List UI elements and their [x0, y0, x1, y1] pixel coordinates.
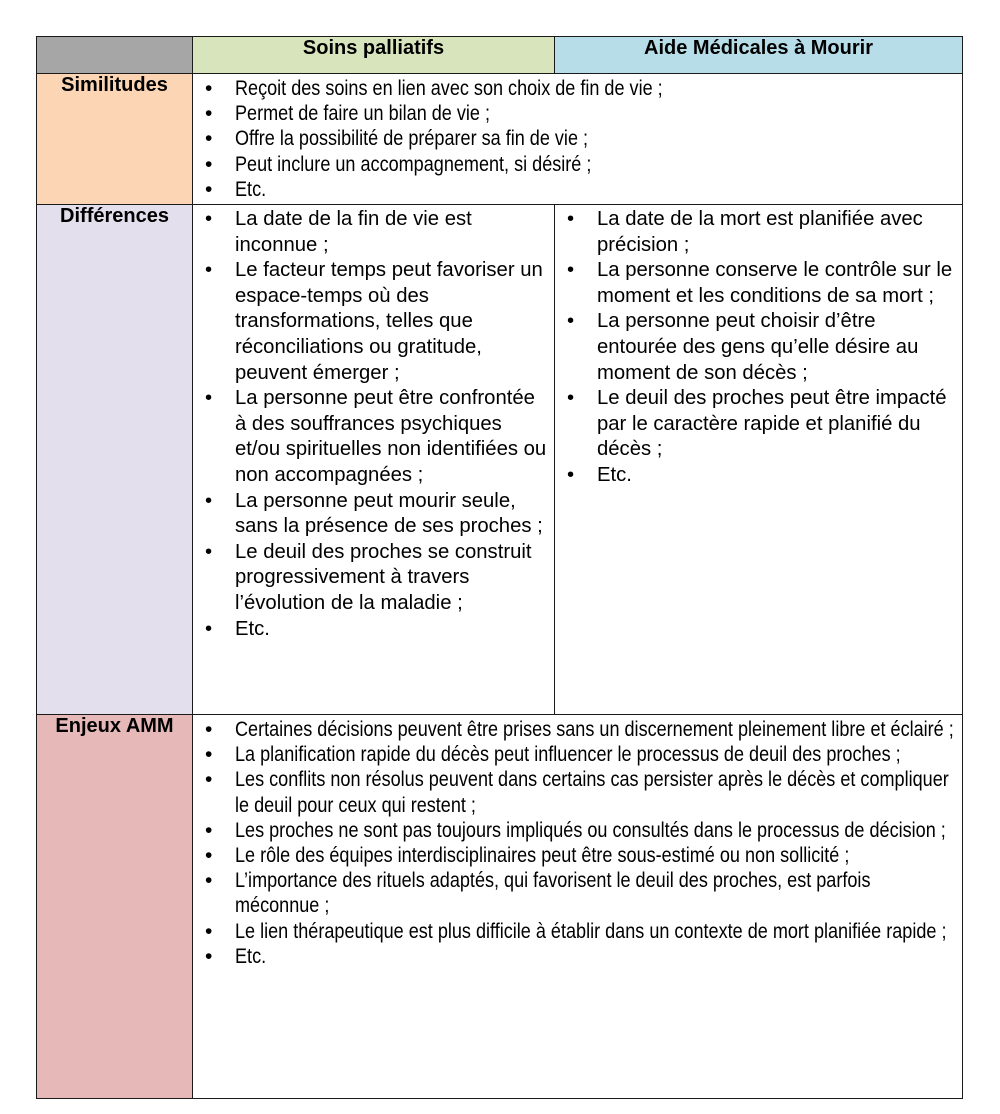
differences-soins-palliatifs-cell	[193, 205, 555, 715]
list-item: • Les proches ne sont pas toujours impliqués ou consultés dans le processus de décision ;	[201, 818, 958, 843]
differences-row	[37, 205, 963, 715]
comparison-table	[36, 36, 963, 1099]
similitudes-list	[193, 74, 962, 204]
differences-label: Différences	[37, 205, 193, 715]
list-item: • Le facteur temps peut favoriser un espace-temps où des transformations, telles que réconciliations ou gratitude, peuvent émerger ;	[201, 258, 550, 386]
similitudes-row	[37, 74, 963, 205]
list-item: • Les conflits non résolus peuvent dans certains cas persister après le décès et compliquer le deuil pour ceux qui restent ;	[201, 767, 958, 817]
enjeux-cell	[193, 715, 963, 1099]
list-item: • Etc.	[563, 463, 958, 489]
list-item: • La personne peut mourir seule, sans la présence de ses proches ;	[201, 489, 550, 540]
list-item: • Etc.	[201, 617, 550, 643]
list-item: • Permet de faire un bilan de vie ;	[201, 101, 958, 126]
list-item: • La personne peut être confrontée à des souffrances psychiques et/ou spirituelles non identifiées ou non accompagnées ;	[201, 386, 550, 488]
list-item: • Reçoit des soins en lien avec son choix de fin de vie ;	[201, 76, 958, 101]
corner-cell	[37, 37, 193, 74]
list-item: • Le deuil des proches se construit progressivement à travers l’évolution de la maladie ;	[201, 540, 550, 617]
enjeux-list	[193, 715, 962, 971]
list-item: • La date de la mort est planifiée avec précision ;	[563, 207, 958, 258]
list-item: • Certaines décisions peuvent être prises sans un discernement pleinement libre et éclairé ;	[201, 717, 958, 742]
list-item: • La personne conserve le contrôle sur le moment et les conditions de sa mort ;	[563, 258, 958, 309]
header-soins-palliatifs: Soins palliatifs	[193, 37, 555, 74]
list-item: • Offre la possibilité de préparer sa fin de vie ;	[201, 126, 958, 151]
enjeux-label: Enjeux AMM	[37, 715, 193, 1099]
differences-amm-cell	[555, 205, 963, 715]
list-item: • La planification rapide du décès peut influencer le processus de deuil des proches ;	[201, 742, 958, 767]
enjeux-row	[37, 715, 963, 1099]
similitudes-label: Similitudes	[37, 74, 193, 205]
differences-soins-palliatifs-list	[193, 205, 554, 644]
list-item: • La date de la fin de vie est inconnue ;	[201, 207, 550, 258]
header-amm: Aide Médicales à Mourir	[555, 37, 963, 74]
list-item: • Etc.	[201, 177, 958, 202]
header-row	[37, 37, 963, 74]
list-item: • La personne peut choisir d’être entourée des gens qu’elle désire au moment de son décès ;	[563, 309, 958, 386]
list-item: • Le lien thérapeutique est plus difficile à établir dans un contexte de mort planifiée rapide ;	[201, 919, 958, 944]
differences-amm-list	[555, 205, 962, 491]
list-item: • L’importance des rituels adaptés, qui favorisent le deuil des proches, est parfois méconnue ;	[201, 868, 958, 918]
list-item: • Peut inclure un accompagnement, si désiré ;	[201, 152, 958, 177]
similitudes-cell	[193, 74, 963, 205]
list-item: • Etc.	[201, 944, 958, 969]
list-item: • Le deuil des proches peut être impacté par le caractère rapide et planifié du décès ;	[563, 386, 958, 463]
list-item: • Le rôle des équipes interdisciplinaires peut être sous-estimé ou non sollicité ;	[201, 843, 958, 868]
